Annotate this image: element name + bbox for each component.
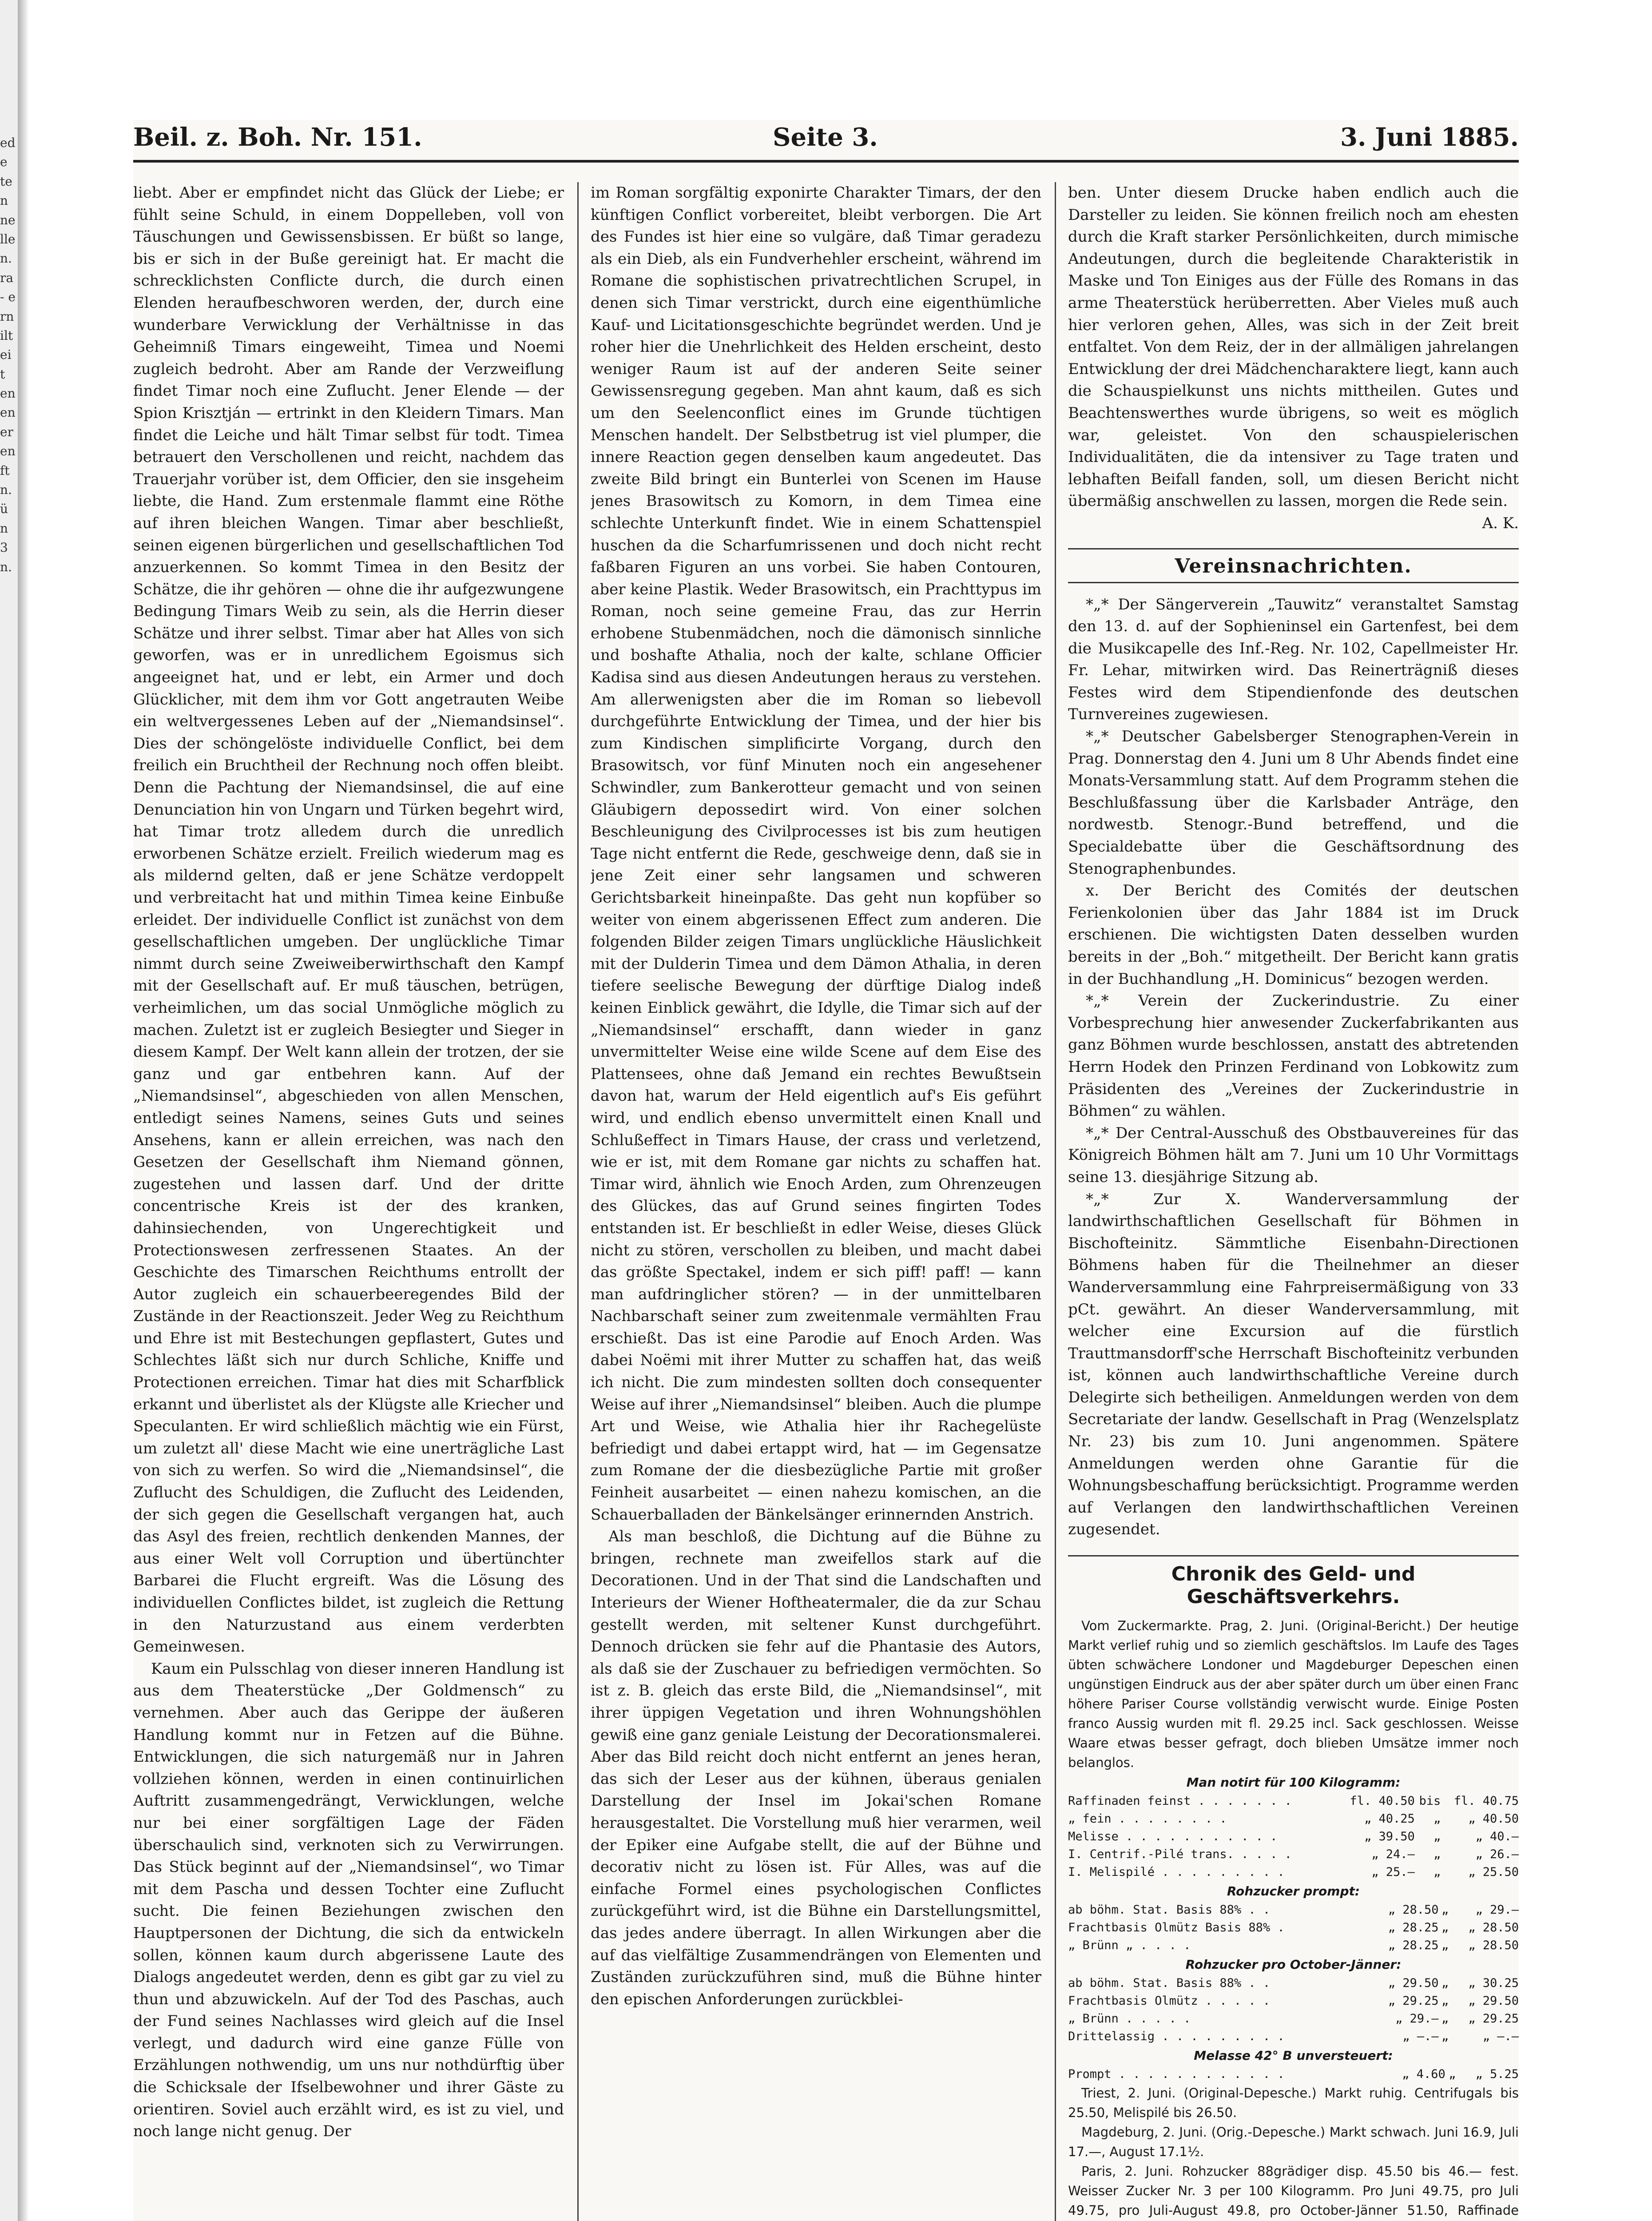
price-sep: „ [1449,2067,1456,2082]
price-label: Drittelassig . . . . . . . . . [1068,2030,1285,2044]
price-to: „ 40.50 [1468,1812,1519,1826]
price-label: „ Brünn „ . . . . [1068,1938,1191,1953]
price-row [1068,1974,1519,1992]
price-label: ab böhm. Stat. Basis 88% . . [1068,1903,1271,1917]
price-table [1068,1974,1519,2046]
price-from: „ 29.— [1395,2012,1439,2026]
price-to: „ 5.25 [1475,2067,1519,2082]
price-from: „ 29.25 [1388,1994,1439,2008]
column-rule [577,182,579,2221]
column-rule [1055,182,1056,2221]
article-paragraph: Kaum ein Pulsschlag von dieser inneren Handlung ist aus dem Theaterstücke „Der Goldmensch“ zu vernehmen. Aber auch das Gerippe der äußeren Handlung kommt nur in Fetzen auf die Bühne. Entwicklungen, die sich naturgemäß nur in Jahren vollziehen können, werden in einen continuirlichen Auftritt zusammengedrängt, Verwicklungen, welche nur bei einer sorgfältigen Lage der Fäden überschaulich sind, verknoten sich zu Verwirrungen. Das Stück beginnt auf der „Niemandsinsel“, wo Timar mit dem Pascha und dessen Tochter eine Zuflucht sucht. Die feinen Beziehungen zwischen den Hauptpersonen der Dichtung, die sich da entwickeln sollen, können kaum durch abgerissene Laute des Dialogs angedeutet werden, denn es gibt gar zu viel zu thun und abzuwickeln. Auf der Tod des Paschas, auch der Fund seines Nachlasses wird gleich auf die Insel verlegt, und dadurch wird eine ganze Fülle von Erzählungen nothwendig, um uns nur nothdürftig über die Schicksale der Ifselbewohner und ihrer Gäste zu orientiren. Soviel auch erzählt wird, es ist zu viel, und noch lange nicht genug. Der [133,1660,564,2141]
price-from: „ 40.25 [1364,1812,1415,1826]
price-sep: bis [1419,1794,1441,1808]
price-sep: „ [1441,1994,1449,2008]
price-to: „ 25.50 [1468,1865,1519,1879]
price-to: fl. 40.75 [1453,1794,1519,1808]
price-label: Melisse . . . . . . . . . . . [1068,1830,1278,1844]
price-from: „ 28.25 [1388,1921,1439,1935]
price-sep: „ [1434,1865,1441,1879]
price-row [1068,1919,1519,1937]
adjacent-page-fragment: ede ten ne lle n. ra- ern ilt eit en en er en ft n. ü n 3 n. [0,135,16,574]
price-label: Frachtbasis Olmütz Basis 88% . [1068,1921,1285,1935]
price-to: „ 28.50 [1468,1921,1519,1935]
price-to: „ 28.50 [1468,1938,1519,1953]
price-from: „ 25.— [1371,1865,1415,1879]
price-from: fl. 40.50 [1350,1794,1415,1808]
price-to: „ 26.— [1475,1847,1519,1862]
price-label: Prompt . . . . . . . . . . . . [1068,2067,1285,2082]
telegram-report: Paris, 2. Juni. Rohzucker 88grädiger disp. 45.50 bis 46.— fest. Weisser Zucker Nr. 3 per 100 Kilogramm. Pro Juni 49.75, pro Juli 49.75, pro Juli-August 49.8, pro October-Jänner 51.50, Raffinade [1068,2164,1519,2218]
price-to: „ 30.25 [1468,1976,1519,1990]
telegram-report: Triest, 2. Juni. (Original-Depesche.) Markt ruhig. Centrifugals bis 25.50, Melispilé bis 26.50. [1068,2086,1519,2121]
news-item: *„* Der Central-Ausschuß des Obstbauvereines für das Königreich Böhmen hält am 7. Juni um 10 Uhr Vormittags seine 13. diesjährige Sitzung ab. [1068,1124,1519,1186]
header-page-number: Seite 3. [773,123,878,152]
price-from: „ 29.50 [1388,1976,1439,1990]
price-row [1068,1792,1519,1810]
author-signature: A. K. [1482,514,1519,532]
price-table-title: Man notirt für 100 Kilogramm: [1186,1775,1401,1790]
price-row [1068,1901,1519,1919]
price-label: Raffinaden feinst . . . . . . . [1068,1794,1292,1808]
price-from: „ —.— [1402,2030,1439,2044]
article-paragraph: liebt. Aber er empfindet nicht das Glück der Liebe; er fühlt seine Schuld, in einem Doppelleben, voll von Täuschungen und Gewissensbissen. Er büßt so lange, bis er sich in der Buße gereinigt hat. Er macht die schrecklichsten Conflicte durch, die durch einen Elenden heraufbeschworen werden, der, durch eine wunderbare Verwicklung der Verhältnisse in das Geheimniß Timars eingeweiht, Timea und Noemi zugleich bedroht. Aber am Rande der Verzweiflung findet Timar noch eine Zuflucht. Jener Elende — der Spion Krisztján — ertrinkt in den Kleidern Timars. Man findet die Leiche und hält Timar selbst für todt. Timea betrauert den Verschollenen und reicht, nachdem das Trauerjahr vorüber ist, dem Officier, den sie insgeheim liebte, die Hand. Zum erstenmale flammt eine Röthe auf ihren bleichen Wangen. Timar aber beschließt, seinen eigenen bürgerlichen und gesellschaftlichen Tod anzuerkennen. So kommt Timea in den Besitz der Schätze, die ihr gehören — ohne die ihr aufgezwungene Bedingung Timars Weib zu sein, als die Herrin dieser Schätze und ihrer selbst. Timar aber hat Alles von sich geworfen, was er in unredlichem Egoismus sich angeeignet hat, und er lebt, ein Armer und doch Glücklicher, mit dem ihm vor Gott angetrauten Weibe ein weltvergessenes Leben auf der „Niemandsinsel“. Dies der schöngelöste individuelle Conflict, bei dem freilich ein Bruchtheil der Rechnung noch offen bleibt. Denn die Pachtung der Niemandsinsel, die auf eine Denunciation hin von Ungarn und Türken begehrt wird, hat Timar trotz alledem durch die unredlich erworbenen Schätze erzielt. Freilich wiederum mag es als mildernd gelten, daß er jene Schätze verdoppelt und verbreitacht hat und mithin Timea keine Einbuße erleidet. Der individuelle Conflict ist zunächst von dem gesellschaftlichen umgeben. Der unglückliche Timar nimmt durch seine Zweiweiberwirthschaft den Kampf mit der Gesellschaft auf. Er muß täuschen, betrügen, verheimlichen, um das social Unmögliche möglich zu machen. Zuletzt ist er zugleich Besiegter und Sieger in diesem Kampf. Der Welt kann allein der trotzen, der sie ganz und gar entbehren kann. Auf der „Niemandsinsel“, abgeschieden von allen Menschen, entledigt seines Namens, seines Guts und seines Ansehens, kann er allein erreichen, was nach den Gesetzen der Gesellschaft ihm Niemand gönnen, zugestehen und lassen darf. Und der dritte concentrische Kreis ist der des kranken, dahinsiechenden, von Ungerechtigkeit und Protectionswesen zerfressenen Staates. An der Geschichte des Timarschen Reichthums entrollt der Autor zugleich ein schauerbeeregendes Bild der Zustände in der Reactionszeit. Jeder Weg zu Reichthum und Ehre ist mit Bestechungen gepflastert, Gutes und Schlechtes läßt sich nur durch Schliche, Kniffe und Protectionen erreichen. Timar hat dies mit Scharfblick erkannt und überlistet als der Klügste alle Kriecher und Speculanten. Er wird schließlich mächtig wie ein Fürst, um zuletzt all' diese Macht wie eine unerträgliche Last von sich zu werfen. So wird die „Niemandsinsel“, die Zuflucht des Schuldigen, die Zuflucht des Leidenden, der sich gegen die Gesellschaft vergangen hat, auch das Asyl des freien, rechtlich denkenden Mannes, der aus einer Welt voll Corruption und übertünchter Barbarei die Flucht ergreift. Was die Lösung des individuellen Conflictes bildet, ist zugleich die Rettung in den Naturzustand aus einem verderbten Gemeinwesen. [133,184,564,1656]
price-label: I. Centrif.-Pilé trans. . . . . [1068,1847,1292,1862]
price-to: „ 40.— [1475,1830,1519,1844]
price-sep: „ [1441,1938,1449,1953]
price-sep: „ [1434,1812,1441,1826]
price-row [1068,2010,1519,2028]
news-item: *„* Zur X. Wanderversammlung der landwirthschaftlichen Gesellschaft für Böhmen in Bischofteinitz. Sämmtliche Eisenbahn-Directionen Böhmens haben für die Theilnehmer an dieser Wanderversammlung eine Fahrpreisermäßigung von 33 pCt. gewährt. An dieser Wanderversammlung, mit welcher eine Excursion auf die fürstlich Trauttmansdorff'sche Herrschaft Bischofteinitz verbunden ist, können auch landwirthschaftliche Vereine durch Delegirte sich betheiligen. Anmeldungen werden von dem Secretariate der landw. Gesellschaft in Prag (Wenzelsplatz Nr. 23) bis zum 10. Juni angenommen. Spätere Anmeldungen werden ohne Garantie für die Wohnungsbeschaffung berücksichtigt. Programme werden auf Verlangen den landwirthschaftlichen Vereinen zugesendet. [1068,1190,1519,1539]
news-item: *„* Der Sängerverein „Tauwitz“ veranstaltet Samstag den 13. d. auf der Sophieninsel ein Gartenfest, bei dem die Musikcapelle des Inf.-Reg. Nr. 102, Capellmeister Hr. Fr. Lehar, mitwirken wird. Das Reinerträgniß dieses Festes wird dem Stipendienfonde des deutschen Turnvereines zugewiesen. [1068,595,1519,724]
price-subtitle: Melasse 42° B unversteuert: [1194,2048,1393,2063]
price-sep: „ [1441,2012,1449,2026]
header-date: 3. Juni 1885. [1340,123,1519,152]
price-to: „ 29.— [1475,1903,1519,1917]
price-to: „ 29.25 [1468,2012,1519,2026]
price-label: ab böhm. Stat. Basis 88% . . [1068,1976,1271,1990]
section-title-vereinsnachrichten: Vereinsnachrichten. [1068,548,1519,583]
price-sep: „ [1441,1976,1449,1990]
column-1 [133,182,564,2221]
price-row [1068,1828,1519,1846]
telegram-report: Magdeburg, 2. Juni. (Orig.-Depesche.) Markt schwach. Juni 16.9, Juli 17.—, August 17.1½. [1068,2125,1519,2160]
price-sep: „ [1441,1903,1449,1917]
price-table [1068,1901,1519,1954]
market-report: Vom Zuckermarkte. Prag, 2. Juni. (Original-Bericht.) Der heutige Markt verlief ruhig und so ziemlich geschäftslos. Im Laufe des Tages übten schwächere Londoner und Magdeburger Depeschen einen ungünstigen Eindruck aus der aber später durch um über einen Franc höhere Pariser Course vollständig verwischt wurde. Einige Posten franco Aussig wurden mit fl. 29.25 incl. Sack geschlossen. Weisse Waare etwas besser gefragt, doch blieben Umsätze immer noch belanglos. [1068,1618,1519,1771]
price-row [1068,1810,1519,1828]
column-3 [1068,182,1519,2221]
price-table [1068,2066,1519,2083]
price-sep: „ [1434,1847,1441,1862]
price-label: „ Brünn . . . . . [1068,2012,1191,2026]
news-item: *„* Deutscher Gabelsberger Stenographen-Verein in Prag. Donnerstag den 4. Juni um 8 Uhr Abends findet eine Monats-Versammlung statt. Auf dem Programm stehen die Beschlußfassung über die Karlsbader Anträge, den nordwestb. Stenogr.-Bund betreffend, und die Specialdebatte über die Geschäftsordnung des Stenographenbundes. [1068,728,1519,878]
price-from: „ 4.60 [1402,2067,1446,2082]
scan-shadow [18,0,29,2221]
price-to: „ —.— [1482,2030,1519,2044]
price-subtitle: Rohzucker pro October-Jänner: [1185,1957,1402,1972]
newspaper-page [133,120,1519,2221]
section-title-chronik: Chronik des Geld- und Geschäftsverkehrs. [1068,1555,1519,1608]
price-row [1068,1937,1519,1954]
price-from: „ 24.— [1371,1847,1415,1862]
price-row [1068,2028,1519,2046]
price-table [1068,1792,1519,1881]
article-paragraph: im Roman sorgfältig exponirte Charakter Timars, der den künftigen Conflict vorbereitet, bleibt verborgen. Die Art des Fundes ist hier eine so vulgäre, daß Timar geradezu als ein Dieb, als ein Fundverhehler erscheint, während im Romane die sophistischen privatrechtlichen Scrupel, in denen sich Timar verstrickt, durch eine eigenthümliche Kauf- und Licitationsgeschichte begründet werden. Und je roher hier die Unehrlichkeit des Helden erscheint, desto weniger Raum ist auf der anderen Seite seiner Gewissensregung gegeben. Man ahnt kaum, daß es sich um den Seelenconflict eines im Grunde tüchtigen Menschen handelt. Der Selbstbetrug ist viel plumper, die innere Reaction gegen denselben kaum angedeutet. Das zweite Bild bringt ein Bunterlei von Scenen im Hause jenes Brasowitsch zu Komorn, in dem Timea eine schlechte Unterkunft findet. Wie in einem Schattenspiel huschen da die Scharfumrissenen und doch nicht recht faßbaren Figuren an uns vorbei. Sie haben Contouren, aber keine Plastik. Weder Brasowitsch, ein Prachttypus im Roman, noch seine gemeine Frau, das zur Herrin erhobene Stubenmädchen, noch die dämonisch sinnliche und boshafte Athalia, noch der kalte, schlane Officier Kadisa sind aus diesen Andeutungen heraus zu verstehen. Am allerwenigsten aber die im Roman so liebevoll durchgeführte Entwicklung der Timea, und der hier bis zum Kindischen simplificirte Vorgang, durch den Brasowitsch, vor fünf Minuten noch ein angesehener Schwindler, zum Bankerotteur gemacht und von seinen Gläubigern depossedirt wird. Von einer solchen Beschleunigung des Civilprocesses ist bis zum heutigen Tage nicht entfernt die Rede, geschweige denn, daß sie in jene Zeit einer sehr langsamen und schweren Gerichtsbarkeit hineinpaßte. Das geht nun kopfüber so weiter von einem abgerissenen Effect zum anderen. Die folgenden Bilder zeigen Timars unglückliche Häuslichkeit mit der Dulderin Timea und dem Dämon Athalia, in deren tiefere seelische Bewegung der dürftige Dialog indeß keinen Einblick gewährt, die Idylle, die Timar sich auf der „Niemandsinsel“ erschafft, dann wieder in ganz unvermittelter Weise eine wilde Scene auf dem Eise des Plattensees, ohne daß Jemand ein rechtes Bewußtsein davon hat, warum der Held eigentlich auf's Eis geführt wird, und endlich ebenso unvermittelt einen Knall und Schlußeffect in Timars Hause, der crass und verletzend, wie er ist, mit dem Romane gar nichts zu schaffen hat. Timar wird, ähnlich wie Enoch Arden, zum Ohrenzeugen des Glückes, das auf Grund seines fingirten Todes entstanden ist. Er beschließt in edler Weise, dieses Glück nicht zu stören, verschollen zu bleiben, und macht dabei das größte Spectakel, indem er sich piff! paff! — kann man aufdringlicher stören? — in der unmittelbaren Nachbarschaft seiner zum zweitenmale vermählten Frau erschießt. Das ist eine Parodie auf Enoch Arden. Was dabei Noëmi mit ihrer Mutter zu schaffen hat, das weiß ich nicht. Die zum mindesten sollten doch consequenter Weise auf ihrer „Niemandsinsel“ bleiben. Auch die plumpe Art und Weise, wie Athalia hier ihr Rachegelüste befriedigt und dabei ertappt wird, hat — im Gegensatze zum Romane der die diesbezügliche Partie mit großer Feinheit ausarbeitet — einen nahezu komischen, an die Schauerballaden der Bänkelsänger erinnernden Anstrich. [591,184,1041,1524]
price-row [1068,1846,1519,1863]
price-subtitle: Rohzucker prompt: [1227,1884,1360,1899]
price-label: I. Melispilé . . . . . . . . . [1068,1865,1285,1879]
price-sep: „ [1434,1830,1441,1844]
price-label: „ fein . . . . . . . . [1068,1812,1227,1826]
column-2 [591,182,1041,2221]
price-sep: „ [1441,1921,1449,1935]
header-issue: Beil. z. Boh. Nr. 151. [133,123,422,152]
article-paragraph: ben. Unter diesem Drucke haben endlich auch die Darsteller zu leiden. Sie können freilich noch am ehesten durch die Kraft starker Persönlichkeiten, durch mimische Andeutungen, durch die begleitende Charakteristik in Maske und Ton Einiges aus der Fülle des Romans in das arme Theaterstück herüberretten. Aber Vieles muß auch hier verloren gehen, Alles, was sich in der Zeit breit entfaltet. Von dem Reiz, der in der allmäligen jahrelangen Entwicklung der drei Mädchencharaktere liegt, kann auch die Schauspielkunst uns nichts mittheilen. Gutes und Beachtenswerthes wurde übrigens, so weit es möglich war, geleistet. Von den schauspielerischen Individualitäten, die da intensiver zu Tage traten und lebhaften Beifall fanden, soll, um diesen Bericht nicht übermäßig anschwellen zu lassen, morgen die Rede sein. [1068,184,1519,510]
news-item: x. Der Bericht des Comités der deutschen Ferienkolonien über das Jahr 1884 ist im Druck erschienen. Die wichtigsten Daten desselben wurden bereits in der „Boh.“ mitgetheilt. Der Bericht kann gratis in der Buchhandlung „H. Dominicus“ bezogen werden. [1068,882,1519,988]
price-row [1068,1863,1519,1881]
price-sep: „ [1441,2030,1449,2044]
price-row [1068,1992,1519,2010]
article-paragraph: Als man beschloß, die Dichtung auf die Bühne zu bringen, rechnete man zweifellos stark auf die Decorationen. Und in der That sind die Landschaften und Interieurs der Wiener Hoftheatermaler, die da zur Schau gestellt werden, mit seltener Kunst durchgeführt. Dennoch drücken sie fehr auf die Phantasie des Autors, als daß sie der Zuschauer zu befriedigen vermöchten. So ist z. B. gleich das erste Bild, die „Niemandsinsel“, mit ihrer üppigen Vegetation und ihren Wohnungshöhlen gewiß eine ganz geniale Leistung der Decorationsmalerei. Aber das Bild reicht doch nicht entfernt an jenes heran, das sich der Leser aus der kühnen, überaus genialen Darstellung der Insel im Jokai'schen Romane herausgestaltet. Die Vorstellung muß hier verarmen, weil der Epiker eine Aufgabe stellt, die auf der Bühne und decorativ nicht zu lösen ist. Für Alles, was auf die einfache Formel eines psychologischen Conflictes zurückgeführt wird, ist die Bühne ein Darstellungsmittel, das jedes andere überragt. In allen Wirkungen aber die auf das vielfältige Zusammendrängen von Elementen und Zuständen zurückzuführen sind, muß die Bühne hinter den epischen Anforderungen zurückblei- [591,1528,1041,2008]
price-from: „ 28.50 [1388,1903,1439,1917]
price-from: „ 39.50 [1364,1830,1415,1844]
news-item: *„* Verein der Zuckerindustrie. Zu einer Vorbesprechung hier anwesender Zuckerfabrikanten aus ganz Böhmen wurde beschlossen, anstatt des abtretenden Herrn Hodek den Prinzen Ferdinand von Lobkowitz zum Präsidenten des „Vereines der Zuckerindustrie in Böhmen“ zu wählen. [1068,992,1519,1120]
price-row [1068,2066,1519,2083]
price-label: Frachtbasis Olmütz . . . . . [1068,1994,1271,2008]
price-to: „ 29.50 [1468,1994,1519,2008]
page-header [133,120,1519,163]
price-from: „ 28.25 [1388,1938,1439,1953]
